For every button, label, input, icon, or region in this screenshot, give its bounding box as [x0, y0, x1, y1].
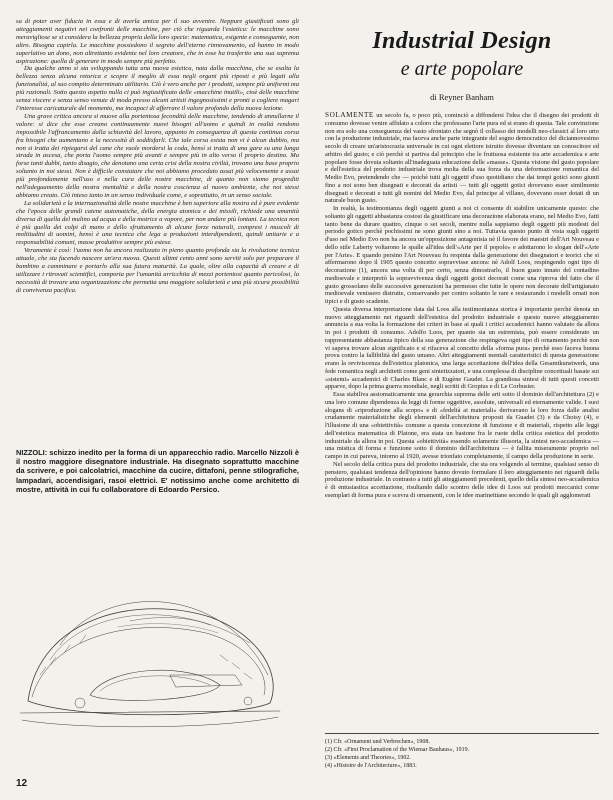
- paragraph: Veramente è così: l'uomo non ha ancora realizzato in pieno quanto profonda sia la rivoluzione tecnica attuale, che sta facendo nascere un'era nuova. Questi ultimi cento anni sono serviti solo per preparare il bambino a camminare e portarlo alla sua futura maturità. La quale, oltre alla capacità di creare e di utilizzare i ritrovati scientifici, comporta per l'umanità arricchita di mezzi portentosi quanto pericolosi, la necessità di trovare una organizzazione che permetta una maggiore solidarietà e una più sicura possibilità di convivenza pacifica.: [16, 247, 299, 294]
- article-subtitle: e arte popolare: [400, 58, 524, 80]
- footnote: (4) «Histoire de l'Architecture», 1883.: [325, 763, 417, 769]
- article-author: di Reyner Banham: [430, 92, 494, 102]
- paragraph: sa di poter aver fiducia in essa e di averla amica per il suo avvenire. Neppure giustificati sono gli atteggiamenti negativi nei confronti delle macchine, per ciò che riguarda l'estetica: le macchine sono meravigliose se si considera la bellezza propria della loro specie: matematica, esigente e conseguente, non altro. Bisogna capirla. Le macchine possiedono il segreto dell'eterno rinnovamento, ed hanno in modo superlativo un dono, non altrettanto evidente nel loro creatore, che in esse ha trasferito una sua suprema aspirazione: quella di generare in modo sempre più perfetto.: [16, 18, 299, 65]
- page-number: 12: [16, 778, 28, 789]
- radio-sketch-illustration: [20, 525, 290, 765]
- footnote: (3) «Elements and Theories», 1902.: [325, 755, 411, 761]
- paragraph: Essa stabiliva assiomaticamente una gerarchia suprema delle arti sotto il dominio dell'architettura (2) e una loro comune dipendenza da leggi di forme oggettive, assolute, universali ed eternamente valide. I suoi slogans di «riproduzione alla scopo» e di «fedeltà ai materiali» derivavano la loro forza dalle analisi crudamente materialistiche degli elementi dell'architettura proposti da Guadet (3) e da Choisy (4), e l'illusione di una «obiettività» comune a questa concezione di funzione e di materiali, rispetto alle leggi dell'estetica matematica di Platone, era stata un bastone fra le ruote della critica estetica del prodotto industriale da allora in poi. Questa «obiettività» essendo solamente illusoria, la sintesi neo-accademica — una mistica di forma e funzione sotto il dominio dell'architettura — è fallita miseramente proprio nel campo in cui pareva, intorno al 1920, avesse trionfato completamente, il campo della produzione in serie.: [325, 391, 599, 460]
- paragraph: Nel secolo della critica pura del prodotto industriale, che sta ora volgendo al termine, qualsiasi senso di pensiero, qualsiasi tendenza dell'opinione hanno dovuto formulare il loro atteggiamento nei riguardi della produzione industriale. In contrasto a tutti gli atteggiamenti precedenti, quello della sintesi neo-accademica è di entusiastica accettazione, risultando dallo scontro delle idee di Loos sui prodotti meccanici come esemplari di forma pura e scevra di ornamenti, con le idee marinettiane secondo le quali gli agglomerati: [325, 460, 599, 499]
- article-title: Industrial Design: [372, 28, 552, 54]
- paragraph: Una grave critica ancora si muove alla portentosa fecondità delle macchine, tendendo di annullarne il valore: si dice che esse creano continuamente nuovi bisogni all'uomo e quindi in realtà rendono impossibile l'affrancamento dalla schiavitù del lavoro, appunto in conseguenza di questa continua corsa fra bisogni che aumentano e la necessità di soddisfarli. Che tale corsa esista non vi è alcun dubbio, ma non si tratta dei ripiegarsi del cane che vuole mordersi la coda, bensì si tratta di una gara su una lunga strada in ascesa, che porta l'uomo sempre più avanti e sempre più in alto verso il proprio destino. Ma forse tanti dubbi, tanto disagio, che denotano una certa crisi della nostra civiltà, trovano una base proprio soltanto in noi stessi. Non è difficile constatare che noi abbiamo proceduto assai più velocemente e assai più profondamente nell'uso e nella cura delle nostre macchine, di quanto non siamo progrediti nell'adeguamento della nostra mentalità e della nostra coscienza al nuovo ambiente, che noi stessi abbiamo creato. Ciò inteso tanto in un senso individuale come, e soprattutto, in un senso sociale.: [16, 112, 299, 199]
- footnotes: [325, 733, 599, 770]
- dropcap-word: SOLAMENTE: [325, 111, 374, 119]
- italic-essay-text: [16, 18, 299, 295]
- footnote: (1) Cfr. «Ornament und Verbrechen», 1908.: [325, 739, 430, 745]
- paragraph-text: un secolo fa, o poco più, cominciò a diffondersi l'idea che il disegno dei prodotti di consumo dovesse venire affidato a coloro che professano l'arte pura ed si erano di questa. Tale convinzione non era solo una conseguenza del vasto sfrontato che segnò il collasso dei modelli neo-classici al loro urto con la produzione industriale, ma faceva anche parte integrante del sogno democratico del diciannovesimo secolo di creare un'aristocrazia universale in cui ogni elettore istruito dovesse diventare un conoscitore ed arbitro del gusto; e ciò perchè si partiva dal principio che le fruttuosa esistente tra arte accademica e arte popolare fosse dovuta soltanto all'inadeguata educazione delle «masse». Questa visione del gusto popolare e dell'estetica del prodotto industriale trova molta della sua forza da una deformazione romantica del Medio Evo, pretendendo che — poichè tutti gli oggetti d'uso quotidiano che dai tempi gotici sono giunti fino a noi sono ben disegnati e decorati da artisti — tutti gli oggetti gotici dovevano esser similmente disegnati e decorati e tutti gli nomini del Medio Evo, dal principe al villano, dovevano esser dotati di un naturale buon gusto.: [325, 112, 599, 205]
- paragraph: In realtà, la testimonianza degli oggetti giunti a noi ci consente di stabilire unicamente questo: che soltanto gli oggetti abbastanza costosi da giustificare una decorazione elaborata erano, nel Medio Evo, fatti tanto bene da durare quattro, cinque o sei secoli, mentre nulla sappiamo degli oggetti più modesti del periodo gotico perchè pochissimi ne sono giunti sino a noi. Tuttavia questo punto di vista sugli oggetti d'uso nel Medio Evo non ha ancora un'opposizione antagonista nè il favore dei maestri dell'Art Nouveau e dello stile Laberty voltarono le spalle all'idea dell'«Arte per il popolo» e adottarono lo slogan dell'«Arte per l'Arte». E quando persino l'Art Nouveau fu respinta dalla generazione dei disegnatori e teorici che si affermarono dopo il 1905 questo concetto sopravvisse ancora: nè Adolf Loos, respingendo ogni tipo di decorazione (1), ancora una volta di per certo, senza dimostrarlo, il buon gusto innato del contadino medioevale e interpretò la sopravvivenza degli oggetti gotici decorati come una riprova del fatto che il gusto grossolano delle successive generazioni ha permesso che tutte le opere non decorate dell'artigianato medioevale venissero distrutte, conservando per contro soltanto le rare e restaurando i modelli ornati non tipici e di gusto scadente.: [325, 205, 599, 305]
- figure-caption: NIZZOLI: schizzo inedito per la forma di un apparecchio radio. Marcello Nizzoli è il nostro maggiore disegnatore industriale. Ha disegnato soprattutto macchine da scrivere, e poi calcolatrici, macchine da cucire, dittafoni, penne stilografiche, lampadari, accendisigari, rasoi elettrici. E' notissimo anche come architetto di mostre, attività in cui fu collaboratore di Edoardo Persico.: [16, 448, 299, 494]
- paragraph: Da qualche anno si sta sviluppando tutta una nuova estetica, nata dalla macchina, che se esalta la bellezza senza alcuna retorica e scopre il meglio di essa negli organi più riposti e più legati alla funzionalità, al suo compito determinato utilitario. Ciò è vero anche per i prodotti, sempre più uniformi ma più razionali. Sotto questo aspetto nulla ci può ingiustificato delle «macchine inutili», cioè delle macchine senza viscere e senza senso venute di moda presso alcuni artisti ingegnosissimi e pronti a cogliere magari l'interesse caricaturale del momento, ma incapaci di afferrare il valore profondo della nuova lezione.: [16, 65, 299, 112]
- article-body: [325, 112, 599, 500]
- lead-paragraph: [325, 112, 599, 205]
- left-column: [16, 18, 299, 297]
- paragraph: La solidarietà e la internazionalità delle nostre macchine è ben superiore alla nostra ed è pure evidente che l'epoca delle grandi catene automatiche, della energia atomica e dei missili, richiede una umanità diversa di quella del mulino ad acqua e della motrice a vapore, per non andare più lontani. La tecnica non è più quella dei colpi di mano e dello sfruttamento di alcune forze naturali, compresi i muscoli di moltitudini di uomini, bensì è una tecnica che lega a produzioni interdipendenti, quindi unitarie e a responsabilità comuni, masse produttive sempre più estese.: [16, 199, 299, 247]
- right-column: [325, 18, 599, 500]
- footnote: (2) Cfr. «First Proclamation of the Wiemar Bauhaus», 1919.: [325, 747, 470, 753]
- paragraph: Questa diversa interpretazione data dal Loos alla testimonianza storica è importante perchè denota un nuovo atteggiamento nei riguardi dell'estetica del prodotto industriale e questo nuovo atteggiamento annuncia a sua volta la formazione dei criteri in base ai quali i critici accademici hanno valutato da allora in poi i prodotti di consumo. Adolfo Loos, per quanto sia un estremista, può essere considerato un rappresentante abbastanza tipico della sua generazione che respingeva ogni tipo di ornamento perchè non vi sapeva trovare alcun significato e si rifaceva al concetto della «forma pura» perchè esso faceva buona prova contro la fallibilità del gusto umano. Altri atteggiamenti mentali caratteristici di questa generazione erano la reviviscenza dell'estetica platonica, una larga accettazione dell'idea della Gesamtkunstwerk, una fede romantica negli architetti come geni sintetizzatori, e una complessa di discipline concettuali basate sui «sistemi» accademici di Charles Blanc e di Eugène Gaudet. La grandiosa sintesi di tutti questi concetti apparve, dopo la prima guerra mondiale, negli scritti di Gropius e di Le Corbusier.: [325, 305, 599, 391]
